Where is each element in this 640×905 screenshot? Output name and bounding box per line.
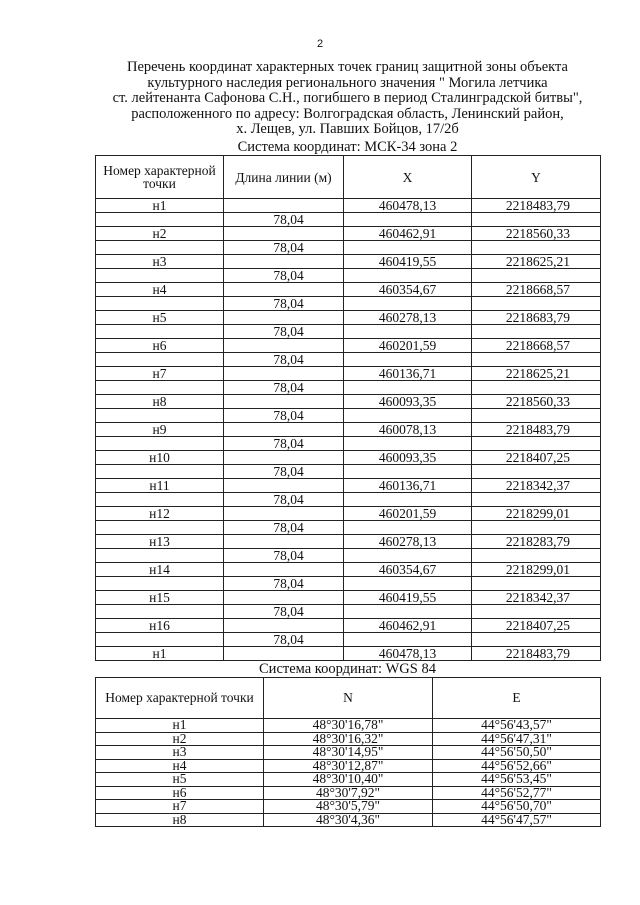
y-cell: 2218342,37 xyxy=(472,591,601,605)
x-cell: 460354,67 xyxy=(344,283,472,297)
x-cell: 460478,13 xyxy=(344,647,472,661)
table-row xyxy=(96,479,601,493)
header-y: Y xyxy=(472,156,601,199)
empty-cell xyxy=(344,269,472,283)
heading-line: ст. лейтенанта Сафонова С.Н., погибшего в период Сталинградской битвы", xyxy=(112,90,583,106)
distance-row xyxy=(96,605,601,619)
empty-cell xyxy=(96,465,224,479)
empty-cell xyxy=(472,577,601,591)
line-length-cell: 78,04 xyxy=(224,633,344,647)
table-row xyxy=(96,423,601,437)
point-name-cell: н1 xyxy=(96,199,224,213)
empty-cell xyxy=(472,465,601,479)
table-row xyxy=(96,395,601,409)
empty-cell xyxy=(96,437,224,451)
line-length-cell: 78,04 xyxy=(224,577,344,591)
table-row xyxy=(96,507,601,521)
empty-cell xyxy=(96,241,224,255)
point-name-cell: н7 xyxy=(96,367,224,381)
table-row xyxy=(96,367,601,381)
empty-cell xyxy=(344,437,472,451)
length-cell xyxy=(224,199,344,213)
header-e: E xyxy=(433,678,601,719)
latitude-cell: 48°30'4,36" xyxy=(264,813,433,827)
line-length-cell: 78,04 xyxy=(224,353,344,367)
y-cell: 2218483,79 xyxy=(472,647,601,661)
length-cell xyxy=(224,535,344,549)
longitude-cell: 44°56'47,31" xyxy=(433,732,601,746)
msk-table-body xyxy=(96,199,601,661)
longitude-cell: 44°56'53,45" xyxy=(433,773,601,787)
empty-cell xyxy=(344,381,472,395)
table-row xyxy=(96,199,601,213)
point-name-cell: н5 xyxy=(96,773,264,787)
y-cell: 2218668,57 xyxy=(472,283,601,297)
length-cell xyxy=(224,395,344,409)
point-name-cell: н6 xyxy=(96,339,224,353)
table-header-row xyxy=(96,156,601,199)
point-name-cell: н3 xyxy=(96,746,264,760)
empty-cell xyxy=(472,325,601,339)
header-length: Длина линии (м) xyxy=(224,156,344,199)
point-name-cell: н3 xyxy=(96,255,224,269)
longitude-cell: 44°56'47,57" xyxy=(433,813,601,827)
table-row xyxy=(96,746,601,760)
length-cell xyxy=(224,647,344,661)
empty-cell xyxy=(96,353,224,367)
longitude-cell: 44°56'43,57" xyxy=(433,719,601,733)
empty-cell xyxy=(472,493,601,507)
line-length-cell: 78,04 xyxy=(224,549,344,563)
length-cell xyxy=(224,367,344,381)
empty-cell xyxy=(344,325,472,339)
table-row xyxy=(96,647,601,661)
wgs-table-body xyxy=(96,719,601,827)
empty-cell xyxy=(96,409,224,423)
empty-cell xyxy=(472,213,601,227)
x-cell: 460462,91 xyxy=(344,619,472,633)
page-number: 2 xyxy=(316,38,324,50)
longitude-cell: 44°56'52,66" xyxy=(433,759,601,773)
empty-cell xyxy=(472,549,601,563)
y-cell: 2218407,25 xyxy=(472,451,601,465)
y-cell: 2218560,33 xyxy=(472,227,601,241)
empty-cell xyxy=(344,577,472,591)
latitude-cell: 48°30'14,95" xyxy=(264,746,433,760)
length-cell xyxy=(224,283,344,297)
y-cell: 2218342,37 xyxy=(472,479,601,493)
table-row xyxy=(96,719,601,733)
length-cell xyxy=(224,507,344,521)
table-row xyxy=(96,563,601,577)
distance-row xyxy=(96,493,601,507)
heading-line: расположенного по адресу: Волгоградская область, Ленинский район, xyxy=(131,105,564,122)
empty-cell xyxy=(472,605,601,619)
table-row xyxy=(96,535,601,549)
wgs-coordinates-table xyxy=(95,677,601,827)
empty-cell xyxy=(344,353,472,367)
longitude-cell: 44°56'50,70" xyxy=(433,800,601,814)
x-cell: 460201,59 xyxy=(344,507,472,521)
y-cell: 2218483,79 xyxy=(472,423,601,437)
x-cell: 460354,67 xyxy=(344,563,472,577)
point-name-cell: н6 xyxy=(96,786,264,800)
empty-cell xyxy=(344,297,472,311)
latitude-cell: 48°30'12,87" xyxy=(264,759,433,773)
point-name-cell: н7 xyxy=(96,800,264,814)
length-cell xyxy=(224,339,344,353)
length-cell xyxy=(224,423,344,437)
y-cell: 2218625,21 xyxy=(472,255,601,269)
x-cell: 460278,13 xyxy=(344,311,472,325)
heading-line: х. Лещев, ул. Павших Бойцов, 17/2б xyxy=(236,121,459,137)
latitude-cell: 48°30'5,79" xyxy=(264,800,433,814)
empty-cell xyxy=(472,381,601,395)
point-name-cell: н4 xyxy=(96,759,264,773)
empty-cell xyxy=(96,325,224,339)
point-name-cell: н2 xyxy=(96,227,224,241)
point-name-cell: н16 xyxy=(96,619,224,633)
point-name-cell: н12 xyxy=(96,507,224,521)
point-name-cell: н14 xyxy=(96,563,224,577)
wgs-table-caption: Система координат: WGS 84 xyxy=(259,661,436,677)
msk-table-caption: Система координат: МСК-34 зона 2 xyxy=(237,139,458,155)
point-name-cell: н2 xyxy=(96,732,264,746)
distance-row xyxy=(96,353,601,367)
empty-cell xyxy=(96,493,224,507)
empty-cell xyxy=(472,633,601,647)
x-cell: 460136,71 xyxy=(344,367,472,381)
empty-cell xyxy=(344,493,472,507)
latitude-cell: 48°30'16,78" xyxy=(264,719,433,733)
header-n: N xyxy=(264,678,433,719)
x-cell: 460201,59 xyxy=(344,339,472,353)
empty-cell xyxy=(344,521,472,535)
y-cell: 2218483,79 xyxy=(472,199,601,213)
table-row xyxy=(96,255,601,269)
line-length-cell: 78,04 xyxy=(224,437,344,451)
point-name-cell: н11 xyxy=(96,479,224,493)
x-cell: 460419,55 xyxy=(344,255,472,269)
distance-row xyxy=(96,437,601,451)
y-cell: 2218299,01 xyxy=(472,563,601,577)
distance-row xyxy=(96,521,601,535)
distance-row xyxy=(96,381,601,395)
empty-cell xyxy=(96,381,224,395)
length-cell xyxy=(224,255,344,269)
distance-row xyxy=(96,325,601,339)
length-cell xyxy=(224,311,344,325)
line-length-cell: 78,04 xyxy=(224,325,344,339)
line-length-cell: 78,04 xyxy=(224,409,344,423)
point-name-cell: н9 xyxy=(96,423,224,437)
header-point: Номер характерной точки xyxy=(96,678,264,719)
length-cell xyxy=(224,591,344,605)
y-cell: 2218299,01 xyxy=(472,507,601,521)
table-row xyxy=(96,800,601,814)
distance-row xyxy=(96,577,601,591)
table-row xyxy=(96,283,601,297)
point-name-cell: н1 xyxy=(96,719,264,733)
empty-cell xyxy=(96,605,224,619)
empty-cell xyxy=(344,241,472,255)
line-length-cell: 78,04 xyxy=(224,493,344,507)
y-cell: 2218560,33 xyxy=(472,395,601,409)
point-name-cell: н1 xyxy=(96,647,224,661)
point-name-cell: н5 xyxy=(96,311,224,325)
distance-row xyxy=(96,465,601,479)
length-cell xyxy=(224,563,344,577)
distance-row xyxy=(96,213,601,227)
x-cell: 460419,55 xyxy=(344,591,472,605)
empty-cell xyxy=(344,633,472,647)
table-row xyxy=(96,311,601,325)
empty-cell xyxy=(96,521,224,535)
table-row xyxy=(96,773,601,787)
empty-cell xyxy=(96,577,224,591)
line-length-cell: 78,04 xyxy=(224,381,344,395)
empty-cell xyxy=(472,353,601,367)
latitude-cell: 48°30'16,32" xyxy=(264,732,433,746)
document-heading xyxy=(95,60,600,138)
table-row xyxy=(96,227,601,241)
table-row xyxy=(96,813,601,827)
line-length-cell: 78,04 xyxy=(224,213,344,227)
line-length-cell: 78,04 xyxy=(224,605,344,619)
empty-cell xyxy=(96,633,224,647)
y-cell: 2218625,21 xyxy=(472,367,601,381)
length-cell xyxy=(224,619,344,633)
empty-cell xyxy=(344,465,472,479)
y-cell: 2218407,25 xyxy=(472,619,601,633)
table-row xyxy=(96,591,601,605)
length-cell xyxy=(224,479,344,493)
empty-cell xyxy=(472,521,601,535)
line-length-cell: 78,04 xyxy=(224,465,344,479)
distance-row xyxy=(96,297,601,311)
point-name-cell: н8 xyxy=(96,813,264,827)
length-cell xyxy=(224,451,344,465)
x-cell: 460462,91 xyxy=(344,227,472,241)
empty-cell xyxy=(96,549,224,563)
latitude-cell: 48°30'7,92" xyxy=(264,786,433,800)
empty-cell xyxy=(472,297,601,311)
empty-cell xyxy=(472,437,601,451)
line-length-cell: 78,04 xyxy=(224,241,344,255)
y-cell: 2218683,79 xyxy=(472,311,601,325)
point-name-cell: н15 xyxy=(96,591,224,605)
longitude-cell: 44°56'50,50" xyxy=(433,746,601,760)
x-cell: 460136,71 xyxy=(344,479,472,493)
empty-cell xyxy=(96,213,224,227)
empty-cell xyxy=(96,297,224,311)
distance-row xyxy=(96,409,601,423)
empty-cell xyxy=(344,549,472,563)
x-cell: 460093,35 xyxy=(344,451,472,465)
latitude-cell: 48°30'10,40" xyxy=(264,773,433,787)
distance-row xyxy=(96,633,601,647)
length-cell xyxy=(224,227,344,241)
empty-cell xyxy=(96,269,224,283)
point-name-cell: н13 xyxy=(96,535,224,549)
line-length-cell: 78,04 xyxy=(224,269,344,283)
msk-coordinates-table xyxy=(95,155,601,661)
x-cell: 460478,13 xyxy=(344,199,472,213)
x-cell: 460093,35 xyxy=(344,395,472,409)
table-row xyxy=(96,619,601,633)
empty-cell xyxy=(344,213,472,227)
y-cell: 2218283,79 xyxy=(472,535,601,549)
empty-cell xyxy=(472,269,601,283)
empty-cell xyxy=(344,409,472,423)
empty-cell xyxy=(472,409,601,423)
header-point: Номер характерной точки xyxy=(96,156,224,199)
x-cell: 460278,13 xyxy=(344,535,472,549)
distance-row xyxy=(96,241,601,255)
header-x: X xyxy=(344,156,472,199)
empty-cell xyxy=(472,241,601,255)
table-row xyxy=(96,339,601,353)
x-cell: 460078,13 xyxy=(344,423,472,437)
y-cell: 2218668,57 xyxy=(472,339,601,353)
line-length-cell: 78,04 xyxy=(224,521,344,535)
point-name-cell: н4 xyxy=(96,283,224,297)
longitude-cell: 44°56'52,77" xyxy=(433,786,601,800)
point-name-cell: н10 xyxy=(96,451,224,465)
empty-cell xyxy=(344,605,472,619)
table-header-row xyxy=(96,678,601,719)
point-name-cell: н8 xyxy=(96,395,224,409)
distance-row xyxy=(96,549,601,563)
line-length-cell: 78,04 xyxy=(224,297,344,311)
heading-line: культурного наследия регионального значения " Могила летчика xyxy=(147,74,548,91)
distance-row xyxy=(96,269,601,283)
heading-line: Перечень координат характерных точек границ защитной зоны объекта xyxy=(127,59,568,75)
table-row xyxy=(96,451,601,465)
